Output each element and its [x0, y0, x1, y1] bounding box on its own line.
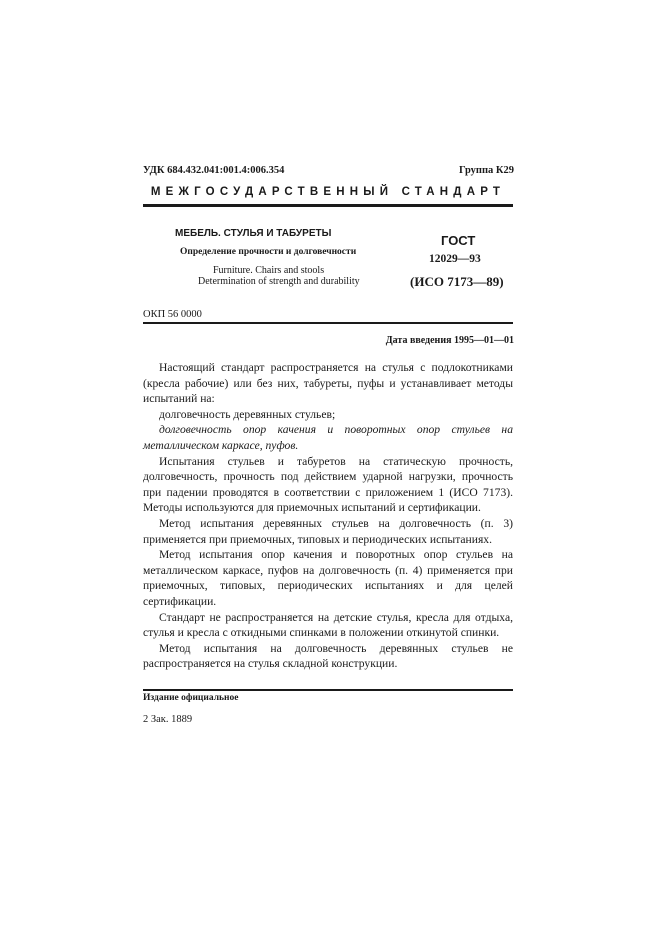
english-title-line-1: Furniture. Chairs and stools	[213, 265, 325, 276]
footer-rule	[143, 689, 513, 691]
paragraph-folding: Метод испытания на долговечность деревянных стульев не распространяется на стулья складной конструкции.	[143, 641, 513, 671]
official-edition: Издание официальное	[143, 693, 239, 703]
document-subtitle: Определение прочности и долговечности	[180, 247, 357, 257]
english-title-line-2: Determination of strength and durability	[198, 276, 360, 287]
paragraph-method-wooden: Метод испытания деревянных стульев на долговечность (п. 3) применяется при приемочных, типовых и периодических испытаниях.	[143, 516, 513, 546]
standard-banner: МЕЖГОСУДАРСТВЕННЫЙ СТАНДАРТ	[150, 186, 506, 198]
paragraph-scope: Настоящий стандарт распространяется на стулья с подлокотниками (кресла рабочие) или без них, табуреты, пуфы и устанавливает методы испытаний на:	[143, 361, 513, 406]
order-number: 2 Зак. 1889	[143, 714, 193, 725]
iso-reference: (ИСО 7173—89)	[410, 274, 504, 289]
list-item-supports: долговечность опор качения и поворотных опор стульев на металлическом каркасе, пуфов.	[143, 423, 513, 452]
paragraph-tests: Испытания стульев и табуретов на статическую прочность, долговечность, прочность под действием ударной нагрузки, прочность при падении проводятся в соответствии с приложением 1 (ИСО 7173). Методы используются для приемочных испытаний и сертификации.	[143, 454, 513, 515]
udk-code: УДК 684.432.041:001.4:006.354	[143, 165, 285, 176]
gost-label: ГОСТ	[441, 233, 476, 248]
document-title: МЕБЕЛЬ. СТУЛЬЯ И ТАБУРЕТЫ	[175, 228, 332, 239]
effective-date: Дата введения 1995—01—01	[385, 335, 514, 346]
list-item-wooden: долговечность деревянных стульев;	[159, 407, 336, 421]
gost-number: 12029—93	[429, 253, 481, 265]
okp-rule	[143, 322, 513, 324]
body-text	[143, 360, 513, 672]
group-code: Группа К29	[458, 165, 514, 176]
paragraph-method-supports: Метод испытания опор качения и поворотных опор стульев на металлическом каркасе, пуфов на долговечность (п. 4) применяется при приемочных, типовых, периодических испытаниях и для целей сертификации.	[143, 548, 513, 608]
okp-code: ОКП 56 0000	[143, 309, 202, 320]
header-rule	[143, 204, 513, 207]
paragraph-exclusion: Стандарт не распространяется на детские стулья, кресла для отдыха, стулья и кресла с откидными спинками в положении откинутой спинки.	[143, 610, 513, 640]
